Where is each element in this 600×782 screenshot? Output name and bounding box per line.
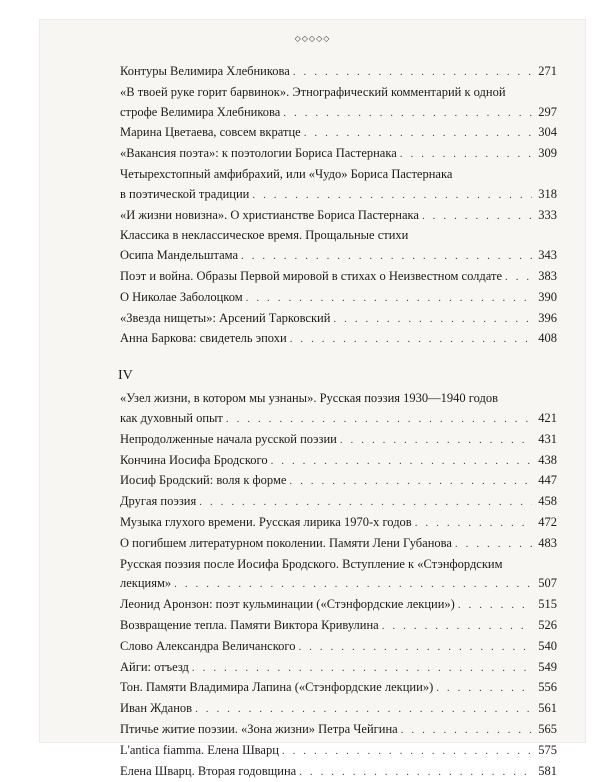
page-number: 565 [535, 720, 557, 740]
toc-entry-row [120, 762, 557, 782]
toc-entry-row [120, 720, 557, 741]
page-number: 581 [535, 762, 557, 782]
toc-entry [120, 513, 557, 534]
toc-entry [120, 762, 557, 782]
toc-entry-title: в поэтической традиции [120, 185, 249, 205]
page-number: 431 [535, 430, 557, 450]
toc-entry [120, 471, 557, 492]
toc-entry [120, 678, 557, 699]
toc-entry-row [120, 637, 557, 658]
dot-leader [271, 452, 532, 472]
toc-entry-title: как духовный опыт [120, 409, 223, 429]
dot-leader [436, 679, 532, 699]
toc-entry-title: Контуры Велимира Хлебникова [120, 62, 290, 82]
toc-entry-title: «И жизни новизна». О христианстве Бориса Пастернака [120, 206, 419, 226]
page-number: 483 [535, 534, 557, 554]
page-number: 556 [535, 678, 557, 698]
toc-entry-title: Леонид Аронзон: поэт кульминации («Стэнфордские лекции») [120, 595, 455, 615]
toc-entry [120, 699, 557, 720]
toc-entry [120, 637, 557, 658]
dot-leader [333, 310, 532, 330]
toc-entry-title: Иосиф Бродский: воля к форме [120, 471, 286, 491]
toc-entry-title: «Вакансия поэта»: к поэтологии Бориса Пастернака [120, 144, 397, 164]
toc-entry [120, 720, 557, 741]
toc-entry [120, 123, 557, 144]
toc-entry-title: Елена Шварц. Вторая годовщина [120, 762, 296, 782]
page-number: 526 [535, 616, 557, 636]
toc-entry-title: Айги: отъезд [120, 658, 189, 678]
toc-entry-row [120, 471, 557, 492]
toc-entry [120, 492, 557, 513]
dot-leader [422, 207, 532, 227]
dot-leader [282, 742, 532, 762]
dot-leader [290, 330, 532, 350]
dot-leader [283, 104, 532, 124]
toc-entry-title: «Звезда нищеты»: Арсений Тарковский [120, 309, 330, 329]
toc-entry [120, 206, 557, 227]
page-number: 297 [535, 103, 557, 123]
toc-entry-row [120, 430, 557, 451]
toc-entry [120, 288, 557, 309]
toc-entry [120, 389, 557, 430]
toc-entry-row [120, 288, 557, 309]
toc-entry-title: L'antica fiamma. Елена Шварц [120, 741, 279, 761]
dot-leader [293, 63, 532, 83]
toc-entry-row [120, 451, 557, 472]
toc-entry-title: Музыка глухого времени. Русская лирика 1970-х годов [120, 513, 412, 533]
toc-entry-title: Кончина Иосифа Бродского [120, 451, 268, 471]
toc-entry-title: Птичье житие поэзии. «Зона жизни» Петра Чейгина [120, 720, 398, 740]
toc-entry [120, 309, 557, 330]
toc-entry-row [120, 513, 557, 534]
dot-leader [195, 700, 532, 720]
toc-entry-title: Поэт и война. Образы Первой мировой в стихах о Неизвестном солдате [120, 267, 502, 287]
page-number: 333 [535, 206, 557, 226]
toc-entry-title-line: «Узел жизни, в котором мы узнаны». Русская поэзия 1930—1940 годов [120, 389, 557, 409]
page-number: 549 [535, 658, 557, 678]
toc-entry-title: О Николае Заболоцком [120, 288, 243, 308]
page-number: 472 [535, 513, 557, 533]
page-number: 575 [535, 741, 557, 761]
dot-leader [400, 145, 532, 165]
table-of-contents [120, 62, 557, 782]
toc-entry-title: Анна Баркова: свидетель эпохи [120, 329, 287, 349]
toc-entry [120, 555, 557, 596]
dot-leader [340, 431, 532, 451]
toc-entry-row [120, 699, 557, 720]
toc-entry [120, 267, 557, 288]
page-number: 507 [535, 574, 557, 594]
dot-leader [199, 493, 532, 513]
dot-leader [299, 763, 532, 782]
toc-entry [120, 226, 557, 267]
dot-leader [382, 617, 532, 637]
page-number: 318 [535, 185, 557, 205]
toc-entry-row [120, 123, 557, 144]
section-heading: IV [118, 366, 557, 386]
page-number: 515 [535, 595, 557, 615]
toc-entry [120, 329, 557, 350]
toc-entry [120, 616, 557, 637]
toc-entry-title: Марина Цветаева, совсем вкратце [120, 123, 301, 143]
toc-entry-row [120, 144, 557, 165]
toc-entry-row [120, 185, 557, 206]
toc-entry-title: лекциям» [120, 574, 171, 594]
toc-entry [120, 165, 557, 206]
dot-leader [252, 186, 532, 206]
page-number: 309 [535, 144, 557, 164]
dot-leader [241, 247, 532, 267]
dot-leader [304, 124, 532, 144]
toc-entry-title-line: Русская поэзия после Иосифа Бродского. Вступление к «Стэнфордским [120, 555, 557, 575]
toc-entry-title: Иван Жданов [120, 699, 192, 719]
page-number: 390 [535, 288, 557, 308]
toc-group-iv [120, 389, 557, 782]
toc-entry-row [120, 741, 557, 762]
toc-entry-row [120, 492, 557, 513]
toc-entry [120, 658, 557, 679]
page-number: 447 [535, 471, 557, 491]
toc-entry-row [120, 534, 557, 555]
page-number: 383 [535, 267, 557, 287]
dot-leader [246, 289, 532, 309]
toc-entry [120, 430, 557, 451]
toc-entry [120, 62, 557, 83]
toc-entry-row [120, 678, 557, 699]
toc-entry-title: О погибшем литературном поколении. Памяти Лени Губанова [120, 534, 452, 554]
toc-group-iii [120, 62, 557, 350]
toc-entry-title-line: «В твоей руке горит барвинок». Этнографический комментарий к одной [120, 83, 557, 103]
page-number: 396 [535, 309, 557, 329]
dot-leader [174, 575, 532, 595]
dot-leader [289, 472, 532, 492]
toc-entry-row [120, 658, 557, 679]
toc-entry-row [120, 62, 557, 83]
dot-leader [455, 535, 532, 555]
toc-entry-title: Тон. Памяти Владимира Лапина («Стэнфордские лекции») [120, 678, 433, 698]
ornament-divider: ◇◇◇◇◇ [40, 34, 585, 43]
toc-entry-title: Слово Александра Величанского [120, 637, 295, 657]
toc-entry-title-line: Классика в неклассическое время. Прощальные стихи [120, 226, 557, 246]
toc-entry-title-line: Четырехстопный амфибрахий, или «Чудо» Бориса Пастернака [120, 165, 557, 185]
toc-entry-title: Другая поэзия [120, 492, 196, 512]
toc-entry [120, 595, 557, 616]
toc-entry-title: Осипа Мандельштама [120, 246, 238, 266]
toc-entry-row [120, 206, 557, 227]
dot-leader [226, 410, 532, 430]
page-number: 421 [535, 409, 557, 429]
page-number: 540 [535, 637, 557, 657]
dot-leader [458, 596, 532, 616]
toc-entry-row [120, 616, 557, 637]
toc-entry-title: Возвращение тепла. Памяти Виктора Кривулина [120, 616, 379, 636]
toc-entry [120, 741, 557, 762]
toc-entry-row [120, 267, 557, 288]
toc-entry-title: Непродолженные начала русской поэзии [120, 430, 337, 450]
toc-entry [120, 534, 557, 555]
toc-entry-row [120, 246, 557, 267]
toc-entry-row [120, 595, 557, 616]
toc-entry-title: строфе Велимира Хлебникова [120, 103, 280, 123]
toc-entry-row [120, 103, 557, 124]
dot-leader [401, 721, 532, 741]
page-number: 343 [535, 246, 557, 266]
page-number: 438 [535, 451, 557, 471]
page-number: 408 [535, 329, 557, 349]
page-number: 271 [535, 62, 557, 82]
page-number: 458 [535, 492, 557, 512]
dot-leader [415, 514, 532, 534]
page-number: 561 [535, 699, 557, 719]
toc-entry [120, 144, 557, 165]
toc-entry-row [120, 574, 557, 595]
toc-entry [120, 83, 557, 124]
toc-entry-row [120, 409, 557, 430]
toc-entry [120, 451, 557, 472]
toc-entry-row [120, 309, 557, 330]
dot-leader [298, 638, 532, 658]
toc-entry-row [120, 329, 557, 350]
page-number: 304 [535, 123, 557, 143]
dot-leader [505, 268, 532, 288]
book-page [40, 20, 585, 742]
dot-leader [192, 659, 532, 679]
